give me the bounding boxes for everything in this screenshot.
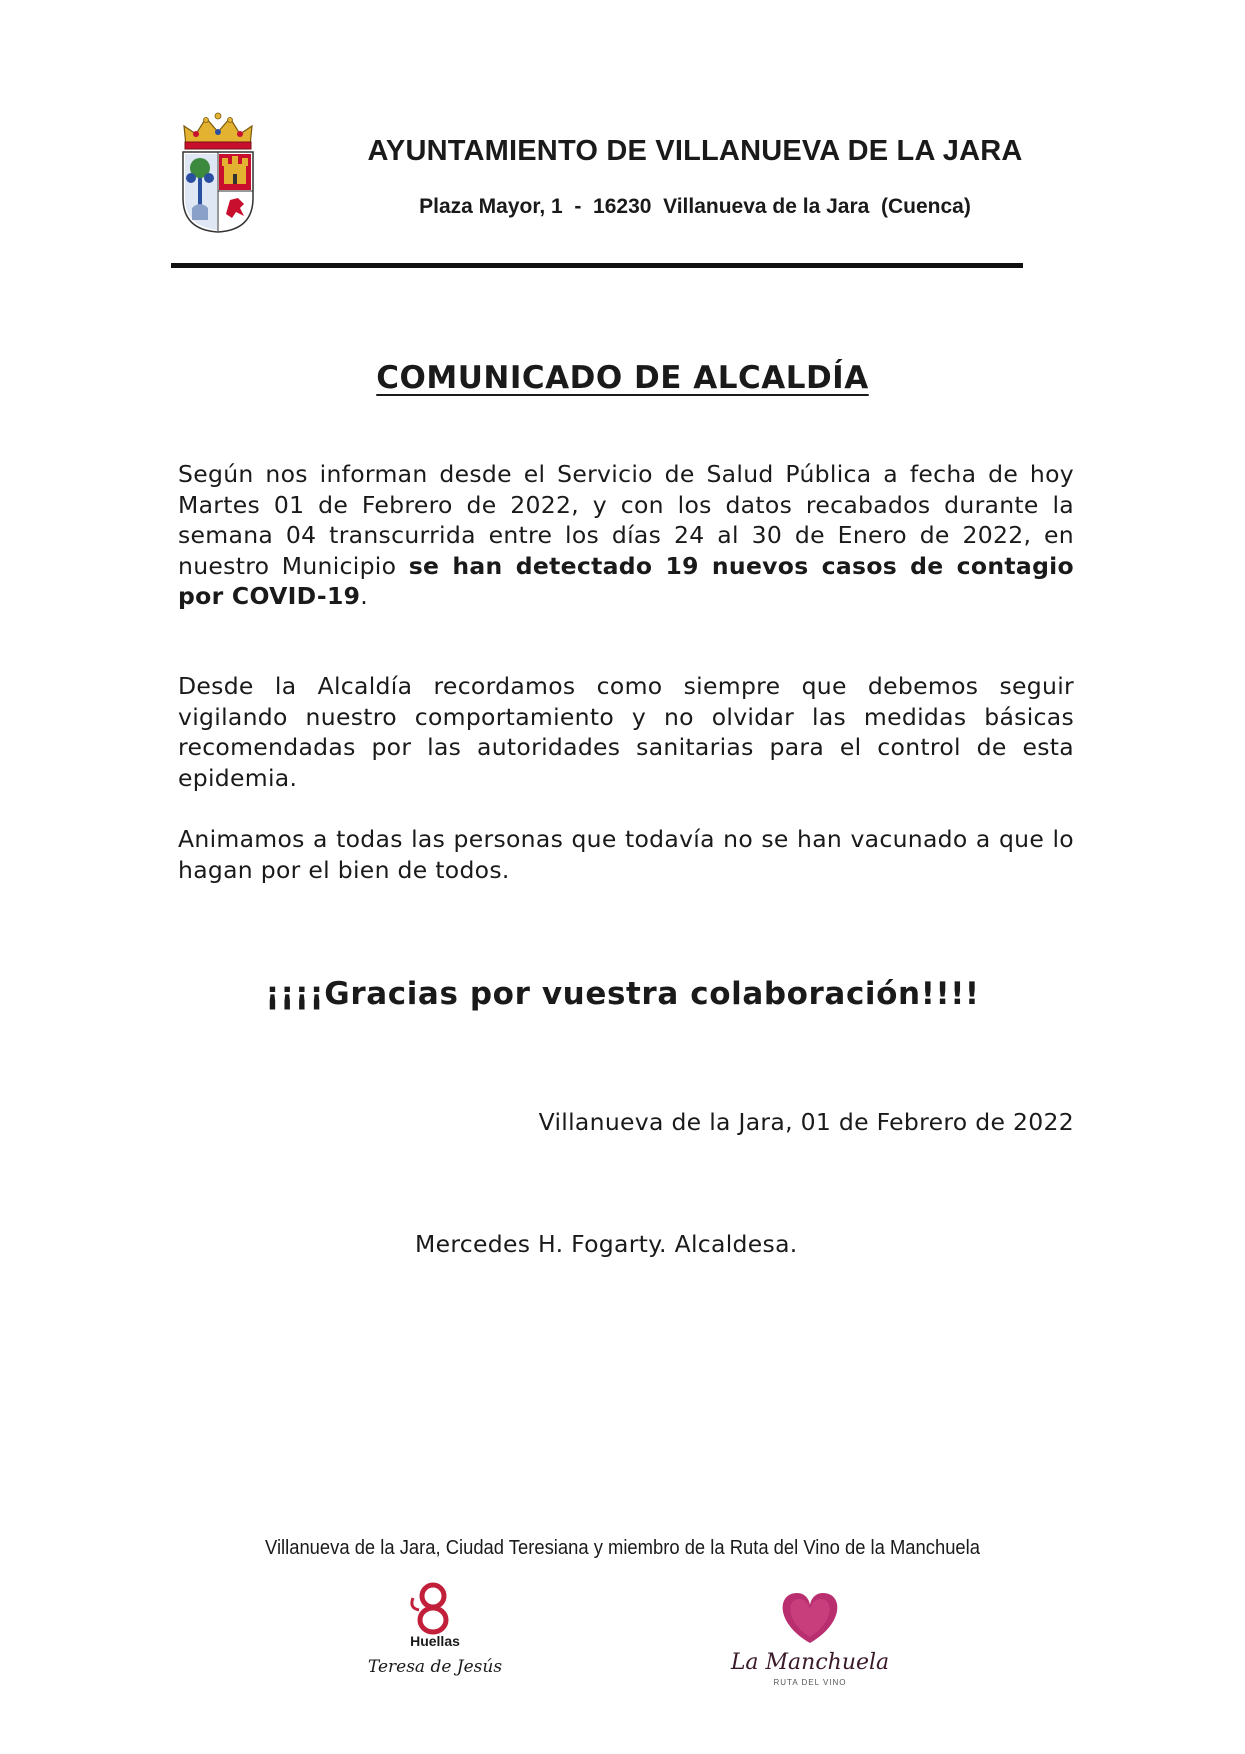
coat-of-arms-icon [176,112,260,234]
municipality-name: AYUNTAMIENTO DE VILLANUEVA DE LA JARA [367,135,1023,167]
manchuela-logo-sub: RUTA DEL VINO [773,1678,847,1687]
paragraph-cases-end: . [360,582,369,610]
header-divider [171,263,1023,268]
document-title-text: COMUNICADO DE ALCALDÍA [376,360,869,396]
thanks-message: ¡¡¡¡Gracias por vuestra colaboración!!!! [265,976,980,1012]
signature-line: Mercedes H. Fogarty. Alcaldesa. [415,1230,798,1258]
manchuela-logo-script: La Manchuela [730,1650,890,1675]
paragraph-cases-highlight: se han detectado 19 nuevos casos de contagio por COVID-19 [178,551,1074,610]
huellas-logo-icon [367,1580,503,1690]
paragraph-vaccination: Animamos a todas las personas que todavía no se han vacunado a que lo hagan por el bien de todos. [178,825,1074,884]
footer-text: Villanueva de la Jara, Ciudad Teresiana y miembro de la Ruta del Vino de la Manchuela [265,1537,980,1559]
huellas-logo-label: Huellas [410,1633,460,1649]
paragraph-cases-report [178,459,1074,612]
manchuela-logo-icon [730,1585,890,1695]
document-title [0,360,1245,396]
paragraph-cases-text: Según nos informan desde el Servicio de Salud Pública a fecha de hoy Martes 01 de Febrero de 2022, y con los datos recabados durante la semana 04 transcurrida entre los días 24 al 30 de Enero de 2022, en nuestro Municipio [178,460,1074,580]
date-line: Villanueva de la Jara, 01 de Febrero de 2022 [538,1108,1074,1136]
huellas-logo-script: Teresa de Jesús [367,1657,503,1677]
municipality-address: Plaza Mayor, 1 - 16230 Villanueva de la Jara (Cuenca) [419,195,971,218]
paragraph-reminder: Desde la Alcaldía recordamos como siempre que debemos seguir vigilando nuestro comportamiento y no olvidar las medidas básicas recomendadas por las autoridades sanitarias para el control de esta epidemia. [178,672,1074,792]
